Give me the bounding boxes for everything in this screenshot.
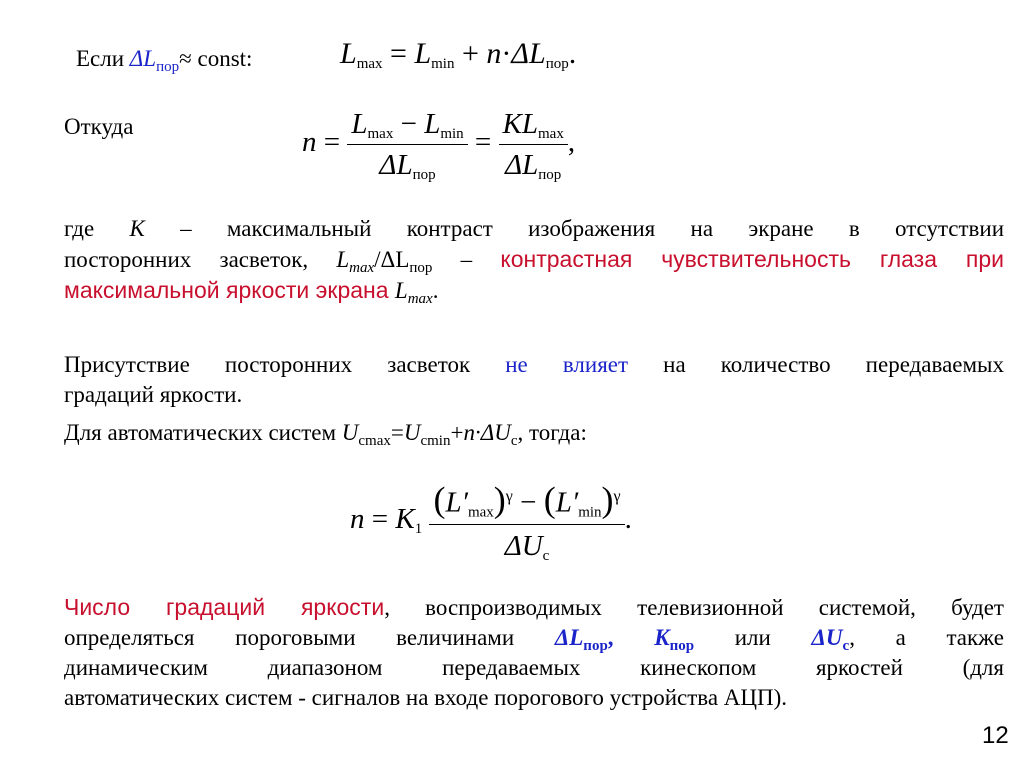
p4-l2a: определяться пороговыми величинами xyxy=(64,625,555,650)
f2-fraction-2 xyxy=(499,106,568,183)
f1-sub-max: max xyxy=(356,56,383,72)
p4-dl: ΔL xyxy=(554,625,584,650)
f1-dot: · xyxy=(501,37,512,70)
f3-minus: − xyxy=(520,486,537,519)
p1-red-2: максимальной яркости экрана xyxy=(64,277,395,303)
p4-red: Число градаций яркости xyxy=(64,594,385,620)
formula-lmax xyxy=(340,34,576,74)
f2-sub-min: min xyxy=(440,126,464,142)
f3-end: . xyxy=(624,502,632,535)
p4-or: или xyxy=(694,625,812,650)
p1-k: K xyxy=(129,216,145,241)
p1-line-2 xyxy=(64,244,1004,275)
p1-red-1: контрастная чувствительность глаза при xyxy=(500,246,1004,272)
p1-sub-max2: max xyxy=(407,291,433,307)
p3-u: U xyxy=(341,420,359,445)
paragraph-contrast xyxy=(64,214,1004,306)
p4-l2b: , а также xyxy=(849,625,1004,650)
p2-line-2: градаций яркости. xyxy=(64,382,243,407)
p1-lmax: L xyxy=(336,247,350,272)
f3-du: ΔU xyxy=(504,529,543,562)
paragraph-gradations xyxy=(64,592,1004,713)
p4-line-1 xyxy=(64,592,1004,623)
p1-line-3 xyxy=(64,275,1004,306)
f3-eq: = xyxy=(371,502,389,535)
p1-line-1 xyxy=(64,214,1004,244)
p3-sub-c: c xyxy=(510,433,518,449)
f3-gamma2: γ xyxy=(613,488,621,505)
p3-t1: Для автоматических систем xyxy=(64,420,342,445)
condition-label xyxy=(76,44,252,74)
p1-sub-por: пор xyxy=(409,260,433,276)
f3-lp: L′ xyxy=(445,486,468,519)
f2-minus: − xyxy=(400,108,417,140)
f3-sub-1: 1 xyxy=(414,520,423,537)
f3-sub-c: c xyxy=(542,547,550,564)
p4-k-sub: пор xyxy=(669,638,695,654)
p4-l1: , воспроизводимых телевизионной системой, будет xyxy=(384,595,1004,620)
f3-sub-max: max xyxy=(467,504,494,521)
f2-n: n xyxy=(302,126,317,159)
p3-t2: , тогда: xyxy=(517,420,587,445)
paragraph-influence xyxy=(64,350,1004,410)
paragraph-auto xyxy=(64,418,1004,448)
p2-t2: на количество передаваемых xyxy=(628,352,1004,377)
f2-eq2: = xyxy=(474,126,492,159)
f2-l1: L xyxy=(351,108,368,140)
p1-lmax2: L xyxy=(394,278,408,303)
p2-blue: не влияет xyxy=(505,352,629,377)
f2-sub-max: max xyxy=(367,126,394,142)
f2-l2: L xyxy=(424,108,441,140)
f3-num xyxy=(429,478,624,524)
p2-t1: Присутствие посторонних засветок xyxy=(64,352,506,377)
f3-fraction xyxy=(429,478,624,565)
p4-line-3: динамическим диапазоном передаваемых кинескопом яркостей (для xyxy=(64,655,1004,680)
f2-den-2 xyxy=(499,144,568,183)
delta-l-subscript: пор xyxy=(156,59,180,75)
p4-line-2 xyxy=(64,623,1004,653)
f1-sub-por: пор xyxy=(545,56,569,72)
f1-dl: ΔL xyxy=(511,37,546,70)
f2-sub-por1: пор xyxy=(412,167,436,183)
f1-eq: = xyxy=(390,37,407,70)
f1-n: n xyxy=(486,37,502,70)
f2-num-1 xyxy=(347,106,467,144)
formula-n xyxy=(302,106,575,183)
f2-fraction-1 xyxy=(347,106,467,183)
page-number: 12 xyxy=(982,722,1009,749)
f1-sub-min: min xyxy=(431,56,455,72)
p4-k: K xyxy=(654,625,670,650)
p3-plus: + xyxy=(450,420,464,445)
p1-t3: посторонних засветок, xyxy=(64,247,337,272)
f3-rp1: ) xyxy=(493,479,506,520)
p4-dl-sub: пор xyxy=(583,638,608,654)
f2-eq: = xyxy=(323,126,341,159)
f2-sub-max2: max xyxy=(538,126,564,142)
f3-den xyxy=(429,524,624,565)
f2-num-2 xyxy=(499,106,568,144)
p3-n: n xyxy=(463,420,475,445)
f2-den-1 xyxy=(347,144,467,183)
condition-suffix: ≈ const: xyxy=(179,46,253,71)
p1-slash: /ΔL xyxy=(374,247,410,272)
p1-t1: где xyxy=(64,216,130,241)
formula-n-auto xyxy=(350,478,632,565)
p1-sub-max: max xyxy=(349,260,375,276)
p3-sub-cmax: cmax xyxy=(358,433,391,449)
f2-comma: , xyxy=(567,126,576,159)
f3-k: K xyxy=(395,502,415,535)
p4-comma: , xyxy=(607,625,614,650)
condition-prefix: Если xyxy=(76,46,130,71)
p3-sub-cmin: cmin xyxy=(420,433,451,449)
f1-l: L xyxy=(340,37,357,70)
p3-eq: = xyxy=(390,420,404,445)
f3-rp2: ) xyxy=(601,479,614,520)
f3-lp2: ( xyxy=(543,479,556,520)
p4-du: ΔU xyxy=(811,625,843,650)
f2-kl: KL xyxy=(502,108,539,140)
p4-line-4: автоматических систем - сигналов на входе порогового устройства АЦП). xyxy=(64,685,788,710)
p2-line-1 xyxy=(64,350,1004,380)
p1-t4: – xyxy=(432,247,501,272)
f1-plus: + xyxy=(461,37,479,70)
f3-lp-2: L′ xyxy=(555,486,579,519)
f2-sub-por2: пор xyxy=(538,167,562,183)
f2-dl1: ΔL xyxy=(379,149,413,181)
p4-du-sub: c xyxy=(842,638,850,654)
f3-lp1: ( xyxy=(433,479,446,520)
f1-end: . xyxy=(568,37,577,70)
p1-t5: . xyxy=(432,278,439,303)
delta-l-symbol: ΔL xyxy=(129,46,157,71)
p1-t2: – максимальный контраст изображения на экране в отсутствии xyxy=(144,216,1005,241)
f3-n: n xyxy=(350,502,365,535)
p3-du: ·ΔU xyxy=(474,420,511,445)
f3-sub-min: min xyxy=(578,504,602,521)
f3-gamma1: γ xyxy=(505,488,513,505)
f2-dl2: ΔL xyxy=(505,149,539,181)
otkuda-label: Откуда xyxy=(64,114,134,139)
f1-l2: L xyxy=(414,37,432,70)
p3-u2: U xyxy=(403,420,421,445)
